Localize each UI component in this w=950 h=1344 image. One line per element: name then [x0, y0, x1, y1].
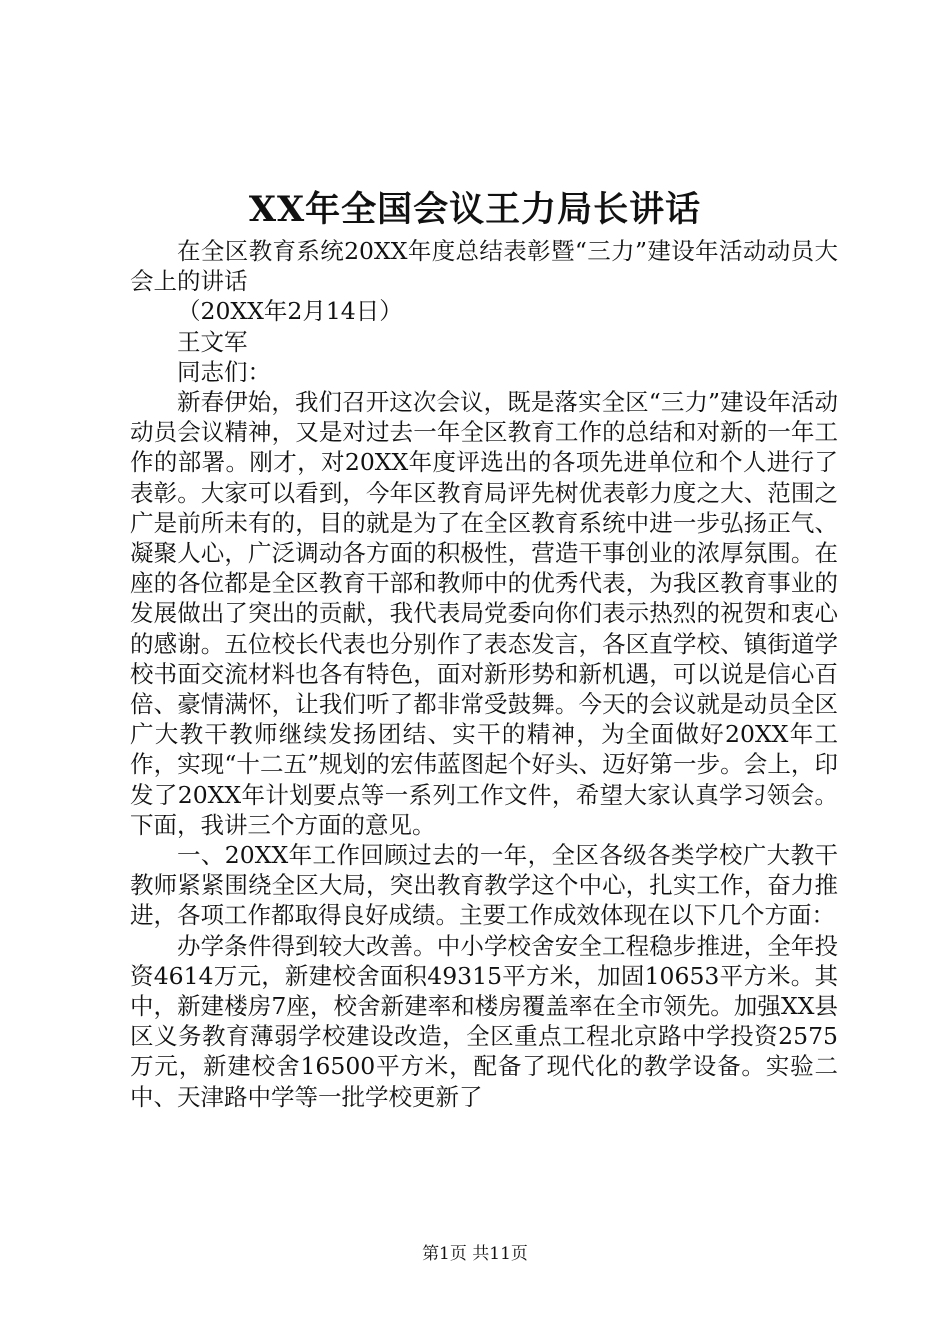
speech-occasion: 在全区教育系统20XX年度总结表彰暨“三力”建设年活动动员大会上的讲话 — [130, 237, 838, 296]
document-title: XX年全国会议王力局长讲话 — [248, 189, 702, 230]
body-paragraph: 办学条件得到较大改善。中小学校舍安全工程稳步推进，全年投资4614万元，新建校舍面积49315平方米，加固10653平方米。其中，新建楼房7座，校舍新建率和楼房覆盖率在全市领先。加强XX县区义务教育薄弱学校建设改造，全区重点工程北京路中学投资2575万元，新建校舍16500平方米，配备了现代化的教学设备。实验二中、天津路中学等一批学校更新了 — [130, 931, 838, 1111]
document-body — [130, 236, 838, 1112]
speaker-name: 王文军 — [177, 327, 248, 356]
speech-date: （20XX年2月14日） — [177, 297, 403, 326]
salutation: 同志们： — [177, 357, 271, 386]
body-paragraph: 新春伊始，我们召开这次会议，既是落实全区“三力”建设年活动动员会议精神，又是对过去一年全区教育工作的总结和对新的一年工作的部署。刚才，对20XX年度评选出的各项先进单位和个人进行了表彰。大家可以看到，今年区教育局评先树优表彰力度之大、范围之广是前所未有的，目的就是为了在全区教育系统中进一步弘扬正气、凝聚人心，广泛调动各方面的积极性，营造干事创业的浓厚氛围。在座的各位都是全区教育干部和教师中的优秀代表，为我区教育事业的发展做出了突出的贡献，我代表局党委向你们表示热烈的祝贺和衷心的感谢。五位校长代表也分别作了表态发言，各区直学校、镇街道学校书面交流材料也各有特色，面对新形势和新机遇，可以说是信心百倍、豪情满怀，让我们听了都非常受鼓舞。今天的会议就是动员全区广大教干教师继续发扬团结、实干的精神，为全面做好20XX年工作，实现“十二五”规划的宏伟蓝图起个好头、迈好第一步。会上，印发了20XX年计划要点等一系列工作文件，希望大家认真学习领会。下面，我讲三个方面的意见。 — [130, 388, 838, 839]
body-paragraph: 一、20XX年工作回顾过去的一年，全区各级各类学校广大教干教师紧紧围绕全区大局，突出教育教学这个中心，扎实工作，奋力推进，各项工作都取得良好成绩。主要工作成效体现在以下几个方面： — [130, 841, 838, 930]
page-footer: 第1页 共11页 — [422, 1244, 528, 1264]
